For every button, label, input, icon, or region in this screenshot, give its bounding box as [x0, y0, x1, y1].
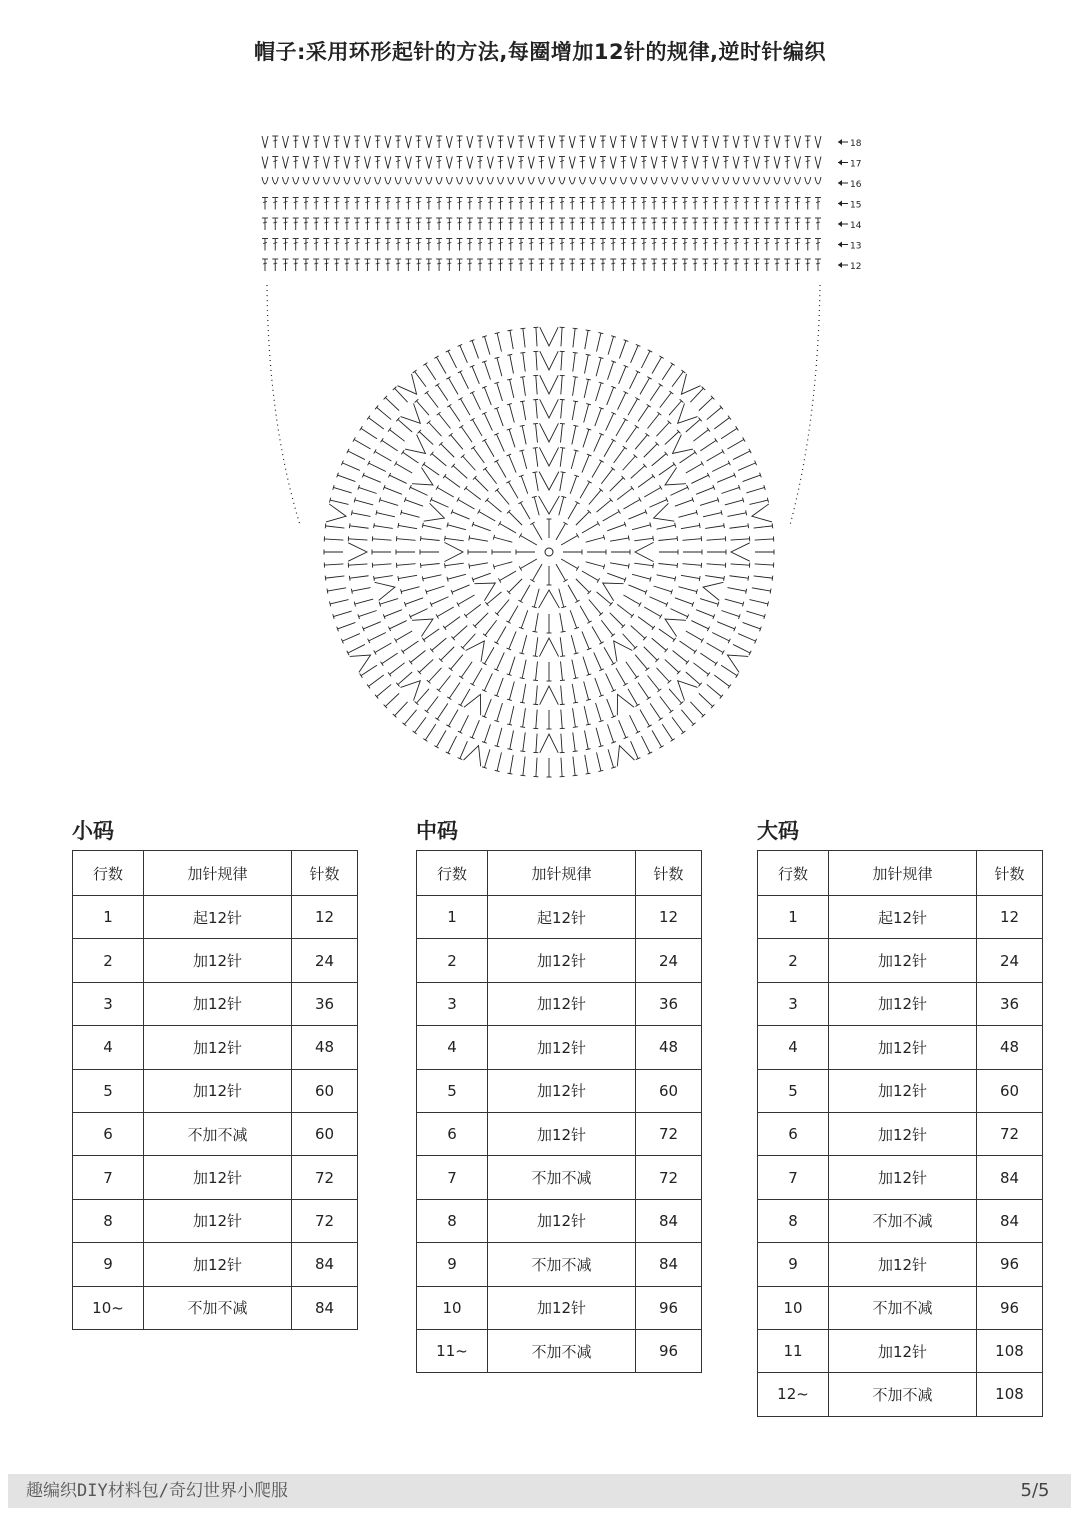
table-cell: 108	[977, 1329, 1043, 1372]
table-cell: 12	[977, 896, 1043, 939]
size-medium-title: 中码	[416, 819, 458, 843]
table-row	[758, 1026, 1043, 1069]
table-cell: 96	[636, 1329, 702, 1372]
table-cell: 96	[977, 1243, 1043, 1286]
table-row	[758, 1286, 1043, 1329]
table-row	[417, 1199, 702, 1242]
table-row	[73, 1026, 358, 1069]
table-cell: 10	[417, 1286, 488, 1329]
size-large-title: 大码	[757, 819, 799, 843]
size-large-table	[757, 850, 1043, 1417]
table-cell: 不加不减	[488, 1156, 636, 1199]
stitch-row	[262, 218, 821, 230]
table-cell: 9	[73, 1243, 144, 1286]
table-cell: 12~	[758, 1373, 829, 1416]
table-cell: 8	[758, 1199, 829, 1242]
size-medium-table	[416, 850, 702, 1373]
table-cell: 加12针	[144, 1026, 292, 1069]
table-row	[417, 1243, 702, 1286]
table-row	[417, 1329, 702, 1372]
row-label: 15	[850, 200, 862, 211]
stitch-row	[262, 136, 821, 148]
table-cell: 24	[636, 939, 702, 982]
column-header: 行数	[417, 851, 488, 896]
table-cell: 2	[758, 939, 829, 982]
magic-ring	[545, 548, 553, 556]
table-cell: 1	[73, 896, 144, 939]
table-cell: 加12针	[829, 1156, 977, 1199]
table-row	[73, 896, 358, 939]
table-row	[73, 939, 358, 982]
table-cell: 加12针	[829, 1026, 977, 1069]
stitch-round	[396, 399, 702, 704]
table-cell: 36	[977, 982, 1043, 1025]
size-small-block	[72, 818, 358, 1330]
table-cell: 84	[636, 1199, 702, 1242]
column-header: 行数	[758, 851, 829, 896]
stitch-row	[262, 239, 821, 251]
stitch-row	[262, 259, 821, 271]
table-cell: 加12针	[488, 1069, 636, 1112]
table-cell: 36	[636, 982, 702, 1025]
table-cell: 72	[977, 1112, 1043, 1155]
table-cell: 不加不减	[144, 1112, 292, 1155]
table-cell: 12	[292, 896, 358, 939]
size-small-title: 小码	[72, 819, 114, 843]
table-cell: 60	[636, 1069, 702, 1112]
table-row	[73, 1286, 358, 1329]
column-header: 加针规律	[488, 851, 636, 896]
table-row	[758, 1373, 1043, 1416]
table-cell: 加12针	[488, 982, 636, 1025]
table-row	[73, 1069, 358, 1112]
table-row	[417, 1156, 702, 1199]
table-cell: 5	[417, 1069, 488, 1112]
table-cell: 不加不减	[829, 1199, 977, 1242]
table-cell: 108	[977, 1373, 1043, 1416]
table-header-row	[417, 851, 702, 896]
column-header: 针数	[977, 851, 1043, 896]
table-cell: 加12针	[144, 1069, 292, 1112]
row-label: 14	[850, 221, 862, 231]
table-cell: 加12针	[829, 1243, 977, 1286]
table-cell: 加12针	[144, 982, 292, 1025]
table-cell: 1	[758, 896, 829, 939]
table-cell: 加12针	[488, 1199, 636, 1242]
table-cell: 加12针	[829, 1112, 977, 1155]
column-header: 行数	[73, 851, 144, 896]
table-header-row	[758, 851, 1043, 896]
table-row	[417, 1286, 702, 1329]
row-label: 18	[850, 139, 862, 149]
table-cell: 84	[977, 1199, 1043, 1242]
table-cell: 4	[73, 1026, 144, 1069]
column-header: 针数	[292, 851, 358, 896]
table-cell: 5	[758, 1069, 829, 1112]
table-cell: 72	[292, 1156, 358, 1199]
table-cell: 24	[977, 939, 1043, 982]
table-cell: 4	[758, 1026, 829, 1069]
row-labels	[838, 139, 862, 272]
table-cell: 96	[636, 1286, 702, 1329]
size-medium-block	[416, 818, 702, 1373]
table-cell: 4	[417, 1026, 488, 1069]
table-cell: 6	[758, 1112, 829, 1155]
table-cell: 不加不减	[488, 1329, 636, 1372]
table-cell: 6	[417, 1112, 488, 1155]
row-label: 12	[850, 262, 862, 272]
table-cell: 加12针	[144, 1243, 292, 1286]
table-cell: 起12针	[829, 896, 977, 939]
table-cell: 7	[73, 1156, 144, 1199]
footer-text: 趣编织DIY材料包/奇幻世界小爬服	[26, 1481, 288, 1501]
guide-dotted-lines	[267, 285, 820, 525]
table-cell: 84	[977, 1156, 1043, 1199]
stitch-row	[262, 198, 821, 210]
table-row	[417, 939, 702, 982]
table-cell: 84	[292, 1243, 358, 1286]
table-cell: 3	[417, 982, 488, 1025]
stitch-row	[262, 157, 821, 169]
table-cell: 84	[636, 1243, 702, 1286]
table-cell: 6	[73, 1112, 144, 1155]
table-cell: 1	[417, 896, 488, 939]
column-header: 加针规律	[829, 851, 977, 896]
table-row	[417, 1112, 702, 1155]
table-cell: 加12针	[488, 1026, 636, 1069]
table-row	[73, 982, 358, 1025]
table-cell: 加12针	[829, 939, 977, 982]
table-row	[73, 1156, 358, 1199]
stitch-round	[420, 423, 678, 681]
table-cell: 加12针	[829, 1329, 977, 1372]
table-row	[73, 1243, 358, 1286]
table-cell: 不加不减	[829, 1286, 977, 1329]
table-cell: 72	[292, 1199, 358, 1242]
table-cell: 2	[73, 939, 144, 982]
table-row	[73, 1112, 358, 1155]
size-large-block	[757, 818, 1043, 1417]
table-row	[417, 1026, 702, 1069]
table-cell: 8	[417, 1199, 488, 1242]
table-cell: 11~	[417, 1329, 488, 1372]
table-row	[758, 939, 1043, 982]
row-label: 13	[850, 241, 862, 252]
table-row	[758, 1329, 1043, 1372]
row-label: 17	[850, 159, 862, 170]
table-cell: 72	[636, 1112, 702, 1155]
table-cell: 加12针	[144, 939, 292, 982]
table-cell: 起12针	[488, 896, 636, 939]
table-cell: 24	[292, 939, 358, 982]
table-cell: 加12针	[488, 1286, 636, 1329]
right-guide-curve	[790, 285, 820, 525]
table-cell: 9	[417, 1243, 488, 1286]
table-row	[417, 896, 702, 939]
table-row	[417, 982, 702, 1025]
table-row	[758, 896, 1043, 939]
side-rows-chart	[262, 136, 821, 271]
table-cell: 60	[977, 1069, 1043, 1112]
table-cell: 不加不减	[488, 1243, 636, 1286]
table-row	[758, 1156, 1043, 1199]
table-cell: 7	[758, 1156, 829, 1199]
table-cell: 96	[977, 1286, 1043, 1329]
round-top-chart	[324, 327, 774, 777]
page-number: 5/5	[999, 1474, 1071, 1508]
table-cell: 10	[758, 1286, 829, 1329]
table-cell: 加12针	[829, 982, 977, 1025]
table-cell: 60	[292, 1112, 358, 1155]
table-row	[758, 982, 1043, 1025]
table-cell: 12	[636, 896, 702, 939]
table-cell: 36	[292, 982, 358, 1025]
page-title: 帽子:采用环形起针的方法,每圈增加12针的规律,逆时针编织	[253, 40, 827, 64]
left-guide-curve	[267, 285, 300, 525]
table-cell: 5	[73, 1069, 144, 1112]
table-cell: 不加不减	[829, 1373, 977, 1416]
table-cell: 3	[73, 982, 144, 1025]
table-row	[758, 1069, 1043, 1112]
table-cell: 48	[292, 1026, 358, 1069]
table-header-row	[73, 851, 358, 896]
table-cell: 60	[292, 1069, 358, 1112]
table-cell: 2	[417, 939, 488, 982]
table-cell: 不加不减	[144, 1286, 292, 1329]
table-cell: 84	[292, 1286, 358, 1329]
table-cell: 加12针	[144, 1199, 292, 1242]
column-header: 加针规律	[144, 851, 292, 896]
table-cell: 72	[636, 1156, 702, 1199]
table-cell: 加12针	[488, 1112, 636, 1155]
table-cell: 11	[758, 1329, 829, 1372]
table-cell: 加12针	[829, 1069, 977, 1112]
table-cell: 加12针	[488, 939, 636, 982]
table-cell: 7	[417, 1156, 488, 1199]
footer-bar	[8, 1474, 1016, 1508]
table-row	[417, 1069, 702, 1112]
table-cell: 10~	[73, 1286, 144, 1329]
stitch-round	[516, 519, 582, 585]
table-cell: 3	[758, 982, 829, 1025]
table-cell: 加12针	[144, 1156, 292, 1199]
row-label: 16	[850, 180, 862, 190]
table-row	[758, 1112, 1043, 1155]
column-header: 针数	[636, 851, 702, 896]
size-small-table	[72, 850, 358, 1330]
table-cell: 48	[636, 1026, 702, 1069]
table-row	[73, 1199, 358, 1242]
stitch-row	[262, 177, 821, 184]
table-cell: 起12针	[144, 896, 292, 939]
table-cell: 48	[977, 1026, 1043, 1069]
table-row	[758, 1243, 1043, 1286]
table-cell: 9	[758, 1243, 829, 1286]
stitch-round	[492, 496, 606, 608]
table-cell: 8	[73, 1199, 144, 1242]
table-row	[758, 1199, 1043, 1242]
